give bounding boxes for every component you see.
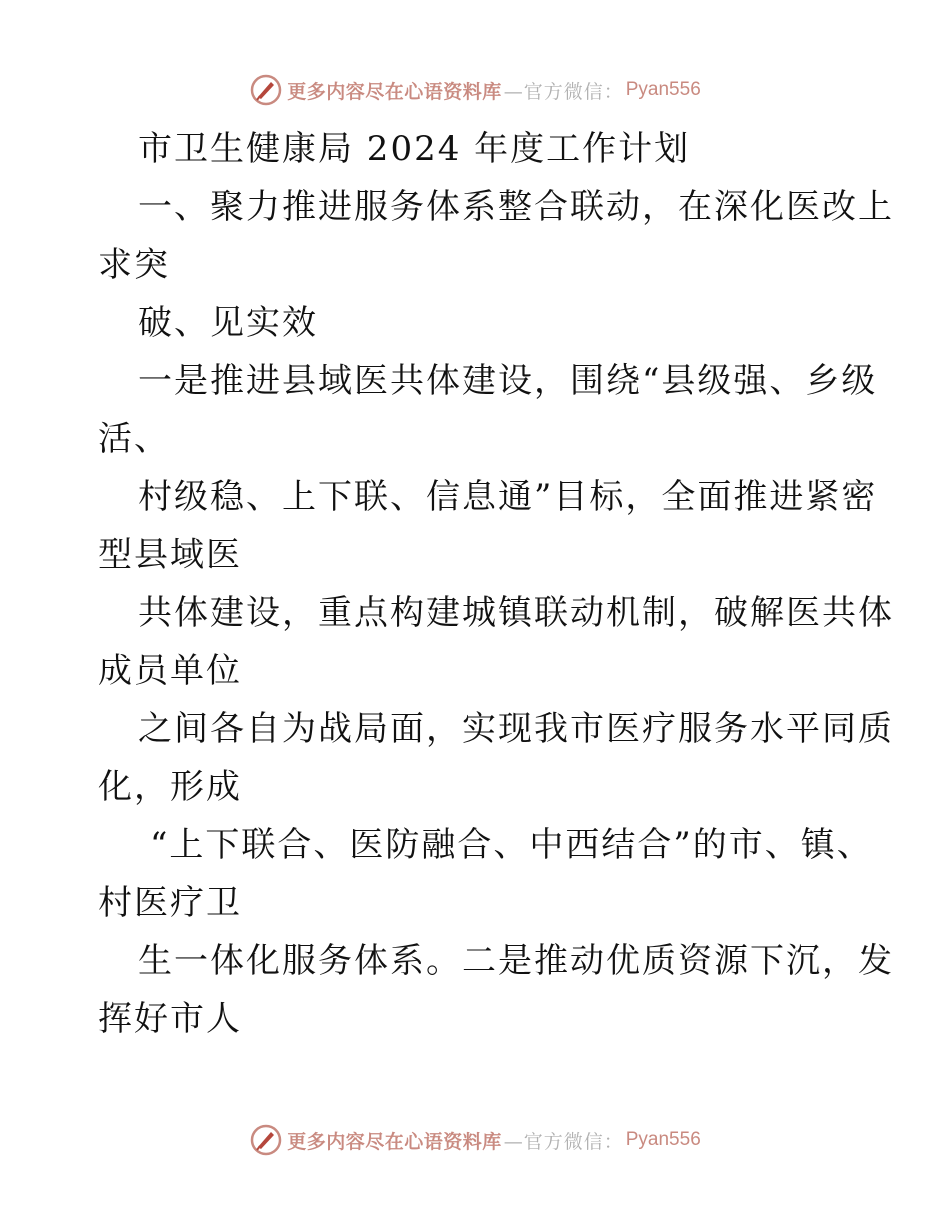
body-line: 破、见实效 [138,303,318,343]
quill-logo-icon [249,1123,283,1157]
body-line: 型县域医 [98,535,242,575]
document-title: 市卫生健康局 2024 年度工作计划 [138,129,691,169]
banner-main-text: 更多内容尽在心语资料库 [287,80,502,103]
body-line: 成员单位 [98,651,242,691]
body-line: 一、聚力推进服务体系整合联动，在深化医改上 [138,187,894,227]
body-line: 之间各自为战局面，实现我市医疗服务水平同质 [138,709,894,749]
body-line: “上下联合、医防融合、中西结合”的市、镇、 [150,825,873,865]
banner-dash-text: —官方微信： [503,80,624,103]
document-body [98,120,894,1048]
banner-account-text: Pyan556 [625,79,701,100]
header-watermark-banner [0,70,950,110]
footer-watermark-banner [0,1120,950,1160]
banner-account-text: Pyan556 [625,1129,701,1150]
body-line: 活、 [98,419,170,459]
banner-dash-text: —官方微信： [503,1130,624,1153]
body-line: 化，形成 [98,767,242,807]
body-line: 挥好市人 [98,999,242,1039]
body-line: 生一体化服务体系。二是推动优质资源下沉，发 [138,941,894,981]
body-line: 一是推进县域医共体建设，围绕“县级强、乡级 [138,361,878,401]
quill-logo-icon [249,73,283,107]
banner-main-text: 更多内容尽在心语资料库 [287,1130,502,1153]
body-line: 村级稳、上下联、信息通”目标，全面推进紧密 [138,477,878,517]
body-line: 村医疗卫 [98,883,242,923]
body-line: 共体建设，重点构建城镇联动机制，破解医共体 [138,593,894,633]
body-line: 求突 [98,245,170,285]
